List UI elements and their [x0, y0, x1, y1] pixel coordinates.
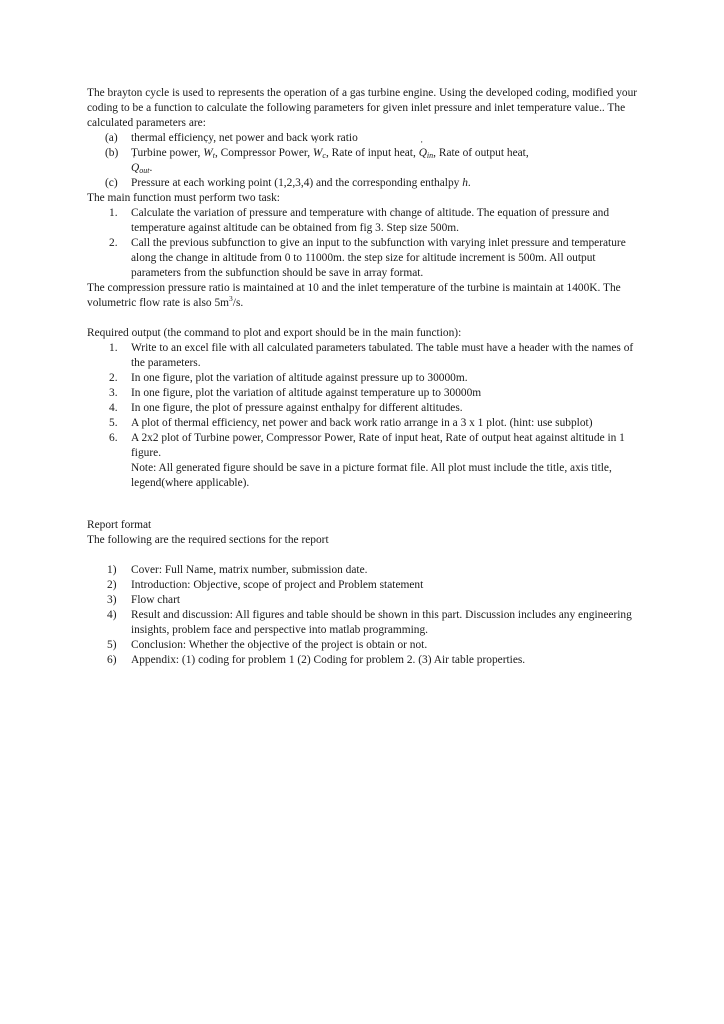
output-text: Write to an excel file with all calculated parameters tabulated. The table must have a header with the names of the parameters. — [131, 342, 634, 369]
output-item — [87, 416, 639, 431]
section-text: Flow chart — [131, 594, 181, 606]
report-section-item — [87, 578, 639, 593]
parameter-item-b: (b) Turbine power, ˙ $W_t$, Compressor Power, ˙ $W_c$, Rate of input heat, ˙ $Q_{in}$, Rate of output heat, ˙ $Q_{out}$. — [87, 146, 639, 176]
task-item — [87, 236, 639, 281]
enthalpy-symbol: h — [462, 177, 468, 189]
task-text: Calculate the variation of pressure and temperature with change of altitude. The equation of pressure and temperature against altitude can be obtained from fig 3. Step size 500m. — [131, 207, 610, 234]
list-marker: 2. — [109, 372, 118, 384]
list-marker: 1. — [109, 207, 118, 219]
report-section-item — [87, 638, 639, 653]
section-text: Appendix: (1) coding for problem 1 (2) Coding for problem 2. (3) Air table properties. — [131, 654, 526, 666]
task-item — [87, 206, 639, 236]
list-marker: 4. — [109, 402, 118, 414]
report-section-item — [87, 608, 639, 638]
parameter-text: thermal efficiency, net power and back work ratio — [131, 132, 358, 144]
output-item — [87, 431, 639, 491]
required-output-intro: Required output (the command to plot and export should be in the main function): — [87, 327, 462, 339]
compressor-power-label: , Compressor Power, — [214, 147, 311, 159]
output-text: In one figure, plot the variation of altitude against temperature up to 30000m — [131, 387, 482, 399]
list-marker: 6) — [107, 654, 117, 666]
output-text: A 2x2 plot of Turbine power, Compressor Power, Rate of input heat, Rate of output heat against altitude in 1 figure. — [131, 432, 625, 459]
list-marker: 6. — [109, 432, 118, 444]
compressor-power-symbol: ˙ $W_c$ — [313, 147, 326, 159]
input-heat-label: , Rate of input heat, — [325, 147, 416, 159]
parameter-text: Pressure at each working point (1,2,3,4) and the corresponding enthalpy — [131, 177, 460, 189]
list-marker: 2. — [109, 237, 118, 249]
output-text: In one figure, plot the variation of altitude against pressure up to 30000m. — [131, 372, 468, 384]
section-text: Introduction: Objective, scope of project and Problem statement — [131, 579, 424, 591]
main-function-intro: The main function must perform two task: — [87, 192, 280, 204]
compression-paragraph: The compression pressure ratio is maintained at 10 and the inlet temperature of the turbine is maintain at 1400K. The volumetric flow rate is also $5m^3/s$. — [87, 282, 621, 309]
list-marker: 4) — [107, 609, 117, 621]
list-marker: 2) — [107, 579, 117, 591]
document-page — [87, 86, 639, 668]
list-marker: 5. — [109, 417, 118, 429]
parameter-item-a — [87, 131, 639, 146]
output-item — [87, 341, 639, 371]
report-section-item — [87, 653, 639, 668]
list-marker: 5) — [107, 639, 117, 651]
output-item — [87, 371, 639, 386]
list-marker: (c) — [105, 177, 118, 189]
list-marker: 3. — [109, 387, 118, 399]
output-note: Note: All generated figure should be save in a picture format file. All plot must include the title, axis title, legend(where applicable). — [131, 462, 612, 489]
report-format-title: Report format — [87, 519, 152, 531]
report-section-item — [87, 593, 639, 608]
output-item — [87, 401, 639, 416]
list-marker: 3) — [107, 594, 117, 606]
turbine-power-symbol: ˙ $W_t$ — [203, 147, 215, 159]
task-text: Call the previous subfunction to give an input to the subfunction with varying inlet pressure and temperature along the change in altitude from 0 to 11000m. the step size for altitude increment is 500m. All output parameters from the subfunction should be save in array format. — [131, 237, 626, 279]
list-marker: (a) — [105, 132, 118, 144]
output-heat-label: , Rate of output heat, — [433, 147, 529, 159]
section-text: Result and discussion: All figures and table should be shown in this part. Discussion includes any engineering insights, problem face and perspective into matlab programming. — [131, 609, 632, 636]
section-text: Conclusion: Whether the objective of the project is obtain or not. — [131, 639, 428, 651]
input-heat-symbol: ˙ $Q_{in}$ — [419, 147, 433, 159]
output-text: In one figure, the plot of pressure against enthalpy for different altitudes. — [131, 402, 463, 414]
output-text: A plot of thermal efficiency, net power and back work ratio arrange in a 3 x 1 plot. (hint: use subplot) — [131, 417, 593, 429]
report-section-list — [87, 563, 639, 668]
section-text: Cover: Full Name, matrix number, submission date. — [131, 564, 368, 576]
parameter-list — [87, 131, 639, 191]
report-format-intro: The following are the required sections for the report — [87, 534, 329, 546]
output-item — [87, 386, 639, 401]
output-list — [87, 341, 639, 491]
task-list — [87, 206, 639, 281]
list-marker: 1) — [107, 564, 117, 576]
output-heat-symbol: ˙ $Q_{out}$ — [131, 162, 149, 174]
parameter-item-c: (c) Pressure at each working point (1,2,3,4) and the corresponding enthalpy h. — [105, 177, 471, 189]
list-marker: (b) — [105, 147, 119, 159]
list-marker: 1. — [109, 342, 118, 354]
turbine-power-label: Turbine power, — [131, 147, 201, 159]
report-section-item — [87, 563, 639, 578]
intro-paragraph: The brayton cycle is used to represents the operation of a gas turbine engine. Using the developed coding, modified your coding to be a function to calculate the following parameters for given inlet pressure and inlet temperature value.. The calculated parameters are: — [87, 87, 638, 129]
